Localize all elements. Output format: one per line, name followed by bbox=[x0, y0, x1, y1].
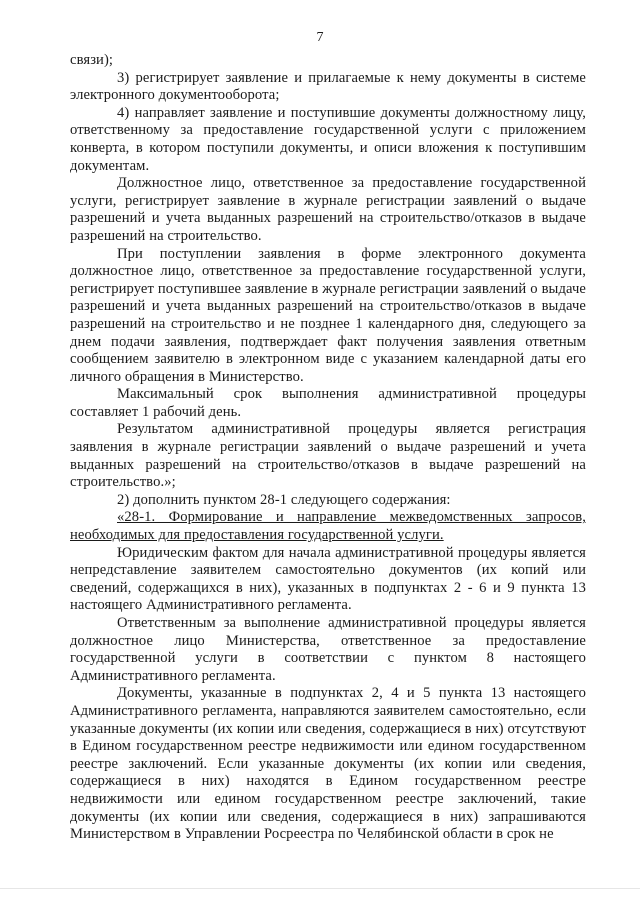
page-number: 7 bbox=[316, 30, 324, 45]
paragraph: 4) направляет заявление и поступившие документы должностному лицу, ответственному за предоставление государственной услуги с приложением конверта, в котором поступили документы, и описи вложения к поступившим документам. bbox=[70, 104, 586, 174]
paragraph: Ответственным за выполнение административной процедуры является должностное лицо Министерства, ответственное за предоставление государственной услуги в соответствии с пунктом 8 настоящего Административного регламента. bbox=[70, 615, 586, 684]
paragraph: Документы, указанные в подпунктах 2, 4 и 5 пункта 13 настоящего Административного регламента, направляются заявителем самостоятельно, если указанные документы (их копии или сведения, содержащиеся в них) отсутствуют в Едином государственном реестре недвижимости или едином государственном реестре заключений. Если указанные документы (их копии или сведения, содержащиеся в них) находятся в Едином государственном реестре недвижимости или едином государственном реестре заключений, такие документы (их копии или сведения, содержащиеся в них) запрашиваются Министерством в Управлении Росреестра по Челябинской области в срок не bbox=[70, 685, 586, 843]
paragraph: связи); bbox=[70, 52, 114, 68]
page-bottom-edge bbox=[0, 888, 640, 889]
paragraph: Максимальный срок выполнения административной процедуры составляет 1 рабочий день. bbox=[70, 386, 586, 420]
paragraph: 3) регистрирует заявление и прилагаемые к нему документы в системе электронного документооборота; bbox=[70, 69, 586, 104]
paragraph: Результатом административной процедуры является регистрация заявления в журнале регистрации заявлений о выдаче разрешений и учета выданных разрешений на строительство/отказов в выдаче разрешений на строительство.»; bbox=[70, 421, 586, 491]
document-body bbox=[70, 52, 586, 844]
paragraph: 2) дополнить пунктом 28-1 следующего содержания: bbox=[117, 491, 451, 508]
paragraph: При поступлении заявления в форме электронного документа должностное лицо, ответственное за предоставление государственной услуги, регистрирует поступившее заявление в журнале регистрации заявлений о выдаче разрешений и учета выданных разрешений на строительство/отказов в выдаче разрешений на строительство и не позднее 1 календарного дня, следующего за днем подачи заявления, подтверждает факт получения заявления ответным сообщением заявителю в электронном виде с указанием календарной даты его личного обращения в Министерство. bbox=[70, 245, 586, 385]
paragraph: Юридическим фактом для начала административной процедуры является непредставление заявителем самостоятельно документов (их копий или сведений, содержащихся в них), указанных в подпунктах 2 - 6 и 9 пункта 13 настоящего Административного регламента. bbox=[70, 544, 586, 614]
section-heading-text: «28-1. Формирование и направление межведомственных запросов, необходимых для предоставления государственной услуги. bbox=[70, 509, 586, 544]
paragraph: Должностное лицо, ответственное за предоставление государственной услуги, регистрирует заявление в журнале регистрации заявлений о выдаче разрешений и учета выданных разрешений на строительство/отказов в выдаче разрешений на строительство. bbox=[70, 175, 586, 244]
section-heading-paragraph bbox=[70, 509, 586, 544]
